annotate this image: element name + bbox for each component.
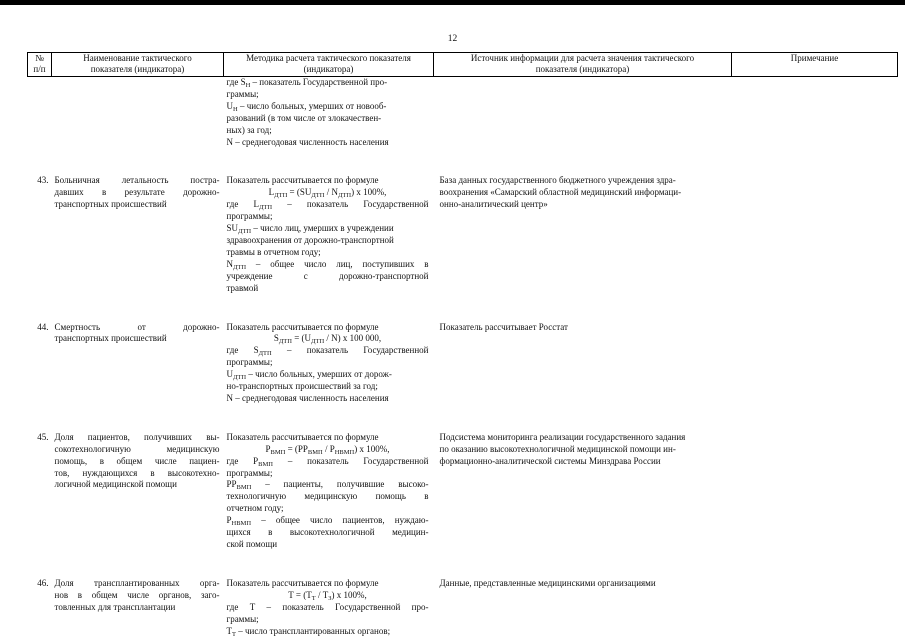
row-num: 45.	[37, 431, 49, 442]
header-num: № п/п	[28, 53, 52, 77]
table-row	[28, 322, 898, 405]
row-method: Показатель рассчитывается по формуле $P_{ВМП} = (PP_{ВМП} / P_{НВМП})$ x 100%, где $P_{ВМП}$ – показатель Государственной программы; $PP_{ВМП}$ – пациенты, получившие высоко- технологичную медицинскую помощь в отчетном году; $P_{НВМП}$ – общее число пациентов, нуждаю- щихся в высокотехнологичной медицин- ской помощи	[226, 431, 429, 549]
row-note	[732, 578, 898, 638]
row-name: Доля пациентов, получивших вы- сокотехнологичную медицинскую помощь, в общем числе пациен- тов, нуждающихся в высокотехно- логичной медицинской помощи	[54, 431, 220, 490]
row-name: Смертность от дорожно- транспортных происшествий	[54, 321, 220, 344]
table-header-row	[28, 53, 898, 77]
row-note	[732, 322, 898, 405]
row-num: 43.	[37, 175, 49, 186]
row-note	[732, 432, 898, 551]
row-method: Показатель рассчитывается по формуле $L_{ДТП} = (SU_{ДТП} / N_{ДТП})$ x 100%, где $L_{ДТП}$ – показатель Государственной программы; $SU_{ДТП}$ – число лиц, умерших в учреждении здравоохранения от дорожно-транспортной травмы в отчетном году; $N_{ДТП}$ – общее число лиц, поступивших в учреждение с дорожно-транспортной травмой	[226, 175, 429, 293]
indicator-table	[27, 52, 898, 637]
cont-name	[52, 77, 224, 149]
row-method: Показатель рассчитывается по формуле $S_{ДТП} = (U_{ДТП} / N)$ x 100 000, где $S_{ДТП}$ – показатель Государственной программы; $U_{ДТП}$ – число больных, умерших от дорож- но-транспортных происшествий за год; N – среднегодовая численность населения	[226, 321, 429, 403]
top-border-bar	[0, 0, 905, 5]
table-row	[28, 175, 898, 294]
row-source: Данные, представленные медицинскими организациями	[439, 577, 656, 588]
table-row-continuation	[28, 77, 898, 149]
cont-method: где $S_Н$ – показатель Государственной про- граммы; $U_Н$ – число больных, умерших от новооб- разований (в том числе от злокачествен- ных) за год; N – среднегодовая численность населения	[226, 77, 389, 147]
row-method: Показатель рассчитывается по формуле $T = (T_Т / T_З)$ x 100%, где T – показатель Государственной про- граммы; $T_Т$ – число трансплантированных органов;	[226, 577, 429, 638]
row-source: База данных государственного бюджетного учреждения здра- воохранения «Самарский областной медицинский информаци- онно-аналитический центр»	[439, 175, 682, 210]
row-num: 46.	[37, 577, 49, 588]
row-name: Больничная летальность постра- давших в результате дорожно- транспортных происшествий	[54, 175, 220, 210]
row-note	[732, 175, 898, 294]
page-number: 12	[447, 34, 458, 44]
cont-num	[28, 77, 52, 149]
row-source: Подсистема мониторинга реализации государственного задания по оказанию высокотехнологичной медицинской помощи ин- формационно-аналитической системы Минздрава России	[439, 431, 686, 466]
row-source: Показатель рассчитывает Росстат	[439, 321, 568, 332]
table-row	[28, 578, 898, 638]
header-note: Примечание	[732, 53, 898, 77]
header-name: Наименование тактического показателя (индикатора)	[52, 53, 224, 77]
header-source: Источник информации для расчета значения тактического показателя (индикатора)	[434, 53, 732, 77]
header-method: Методика расчета тактического показателя (индикатора)	[224, 53, 434, 77]
row-name: Доля трансплантированных орга- нов в общем числе органов, заго- товленных для трансплантации	[54, 577, 220, 612]
table-row	[28, 432, 898, 551]
row-num: 44.	[37, 321, 49, 332]
